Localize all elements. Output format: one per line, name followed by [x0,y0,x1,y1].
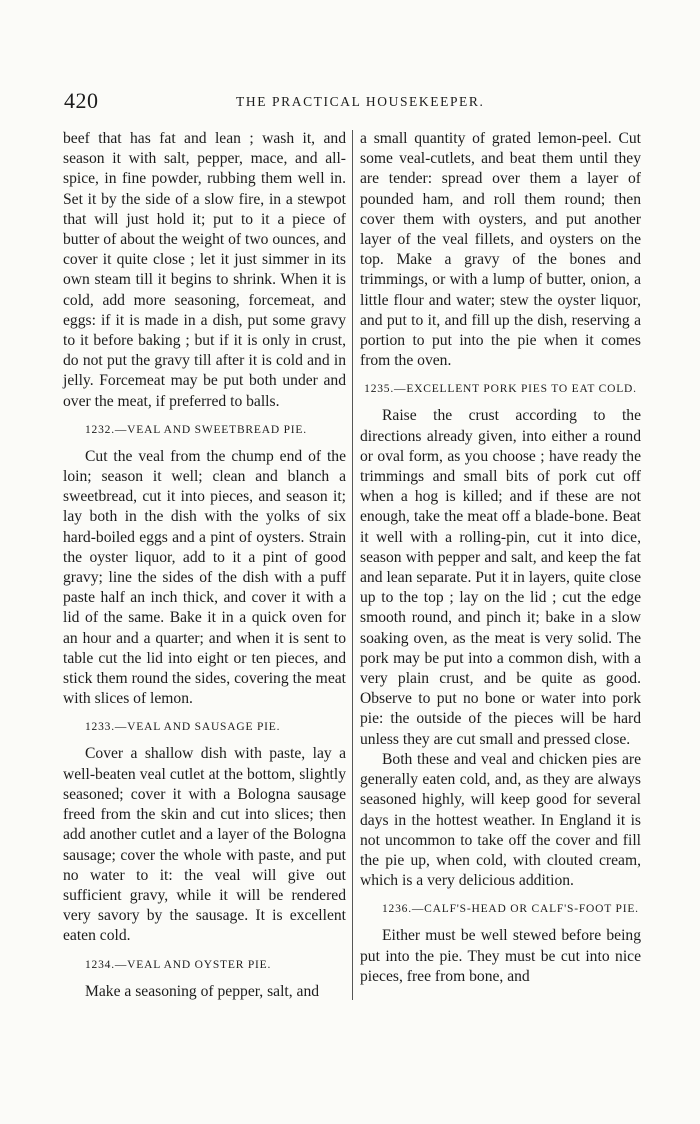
paragraph-beef-continued: beef that has fat and lean ; wash it, and season it with salt, pepper, mace, and all-spice, in fine powder, rubbing them well in. Set it by the side of a slow fire, in a stewpot that will just hold it; put to it a piece of butter of about the weight of two ounces, and cover it quite close ; let it just simmer in its own steam till it begins to shrink. When it is cold, add more seasoning, forcemeat, and eggs: if it is made in a dish, put some gravy to it before baking ; but if it is only in crust, do not put the gravy till after it is cold and in jelly. Forcemeat may be put both under and over the meat, if preferred to balls. [63,130,346,410]
page-number: 420 [64,88,99,113]
heading-1232: 1232.—VEAL AND SWEETBREAD PIE. [85,423,307,436]
left-column [63,129,346,1002]
heading-1236: 1236.—CALF'S-HEAD OR CALF'S-FOOT PIE. [382,903,639,916]
paragraph-1235a: Raise the crust according to the directions already given, into either a round or oval form, as you choose ; have ready the trimmings and small bits of pork cut off when a hog is killed; and if these are not enough, take the meat off a blade-bone. Beat it well with a rolling-pin, cut it into dice, season with pepper and salt, and keep the fat and lean separate. Put it in layers, quite close up to the top ; lay on the lid ; cut the edge smooth round, and pinch it; bake in a slow soaking oven, as the meat is very solid. The pork may be put into a common dish, with a very plain crust, and be quite as good. Observe to put no bone or water into pork pie: the outside of the pieces will be hard unless they are cut small and pressed close. [360,407,641,748]
heading-1234: 1234.—VEAL AND OYSTER PIE. [85,958,272,971]
paragraph-1235b: Both these and veal and chicken pies are generally eaten cold, and, as they are always seasoned highly, will keep good for several days in the hottest weather. In England it is not uncommon to take off the cover and fill the pie up, when cold, with clouted cream, which is a very delicious addition. [360,750,641,890]
running-title: THE PRACTICAL HOUSEKEEPER. [236,94,485,109]
paragraph-1234: Make a seasoning of pepper, salt, and [85,982,320,1000]
heading-1235: 1235.—EXCELLENT PORK PIES TO EAT COLD. [364,383,637,396]
paragraph-1232: Cut the veal from the chump end of the loin; season it well; clean and blanch a sweetbread, cut it into pieces, and season it; lay both in the dish with the yolks of six hard-boiled eggs and a pint of oysters. Strain the oyster liquor, add to it a pint of good gravy; line the sides of the dish with a puff paste half an inch thick, and cover it with a lid of the same. Bake it in a quick oven for an hour and a quarter; and when it is sent to table cut the lid into eight or ten pieces, and stick them round the sides, covering the meat with slices of lemon. [63,447,346,708]
paragraph-1236: Either must be well stewed before being put into the pie. They must be cut into nice pieces, free from bone, and [360,927,641,985]
right-column [360,129,641,987]
paragraph-1233: Cover a shallow dish with paste, lay a well-beaten veal cutlet at the bottom, slightly seasoned; cover it with a Bologna sausage freed from the skin and cut into slices; then add another cutlet and a layer of the Bologna sausage; cover the whole with paste, and put no water to it: the veal will give out sufficient gravy, while it will be rendered very savory by the sausage. It is excellent eaten cold. [63,745,346,945]
heading-1233: 1233.—VEAL AND SAUSAGE PIE. [85,721,281,734]
column-divider [352,130,353,1000]
paragraph-oyster-continued: a small quantity of grated lemon-peel. Cut some veal-cutlets, and beat them until they are tender: spread over them a layer of pounded ham, and roll them round; then cover them with oysters, and put another layer of the veal fillets, and oysters on the top. Make a gravy of the bones and trimmings, or with a lump of butter, onion, a little flour and water; stew the oyster liquor, and put to it, and fill up the dish, reserving a portion to put into the pie when it comes from the oven. [360,130,641,370]
